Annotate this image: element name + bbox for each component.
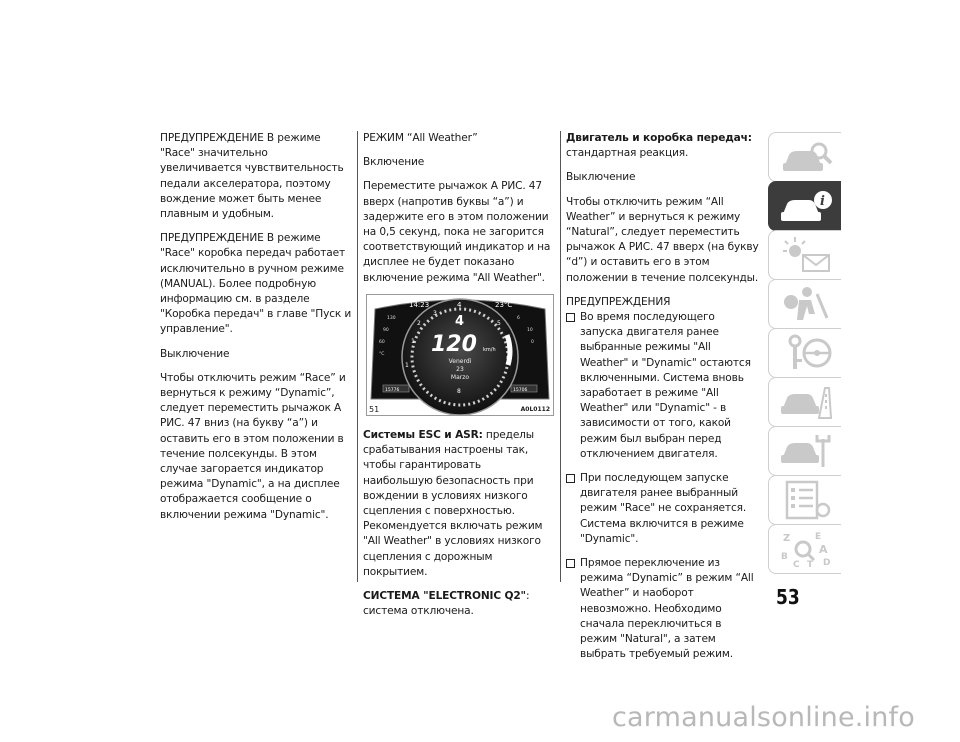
on-instructions: Переместите рычажок A РИС. 47 вверх (напротив буквы “a”) и задержите его в этом положении на 0,5 секунд, пока не загорится соответствующий индикатор и на дисплее не будет показано включение режима "All Weather". xyxy=(363,180,551,284)
cluster-tick: 5 xyxy=(497,320,501,327)
engine-gearbox-text: стандартная реакция. xyxy=(566,147,689,160)
cluster-tick: °C xyxy=(379,352,385,357)
list-item xyxy=(566,471,760,547)
cluster-tick: 6 xyxy=(517,316,520,321)
tab-index[interactable] xyxy=(768,524,841,574)
engine-gearbox-label: Двигатель и коробка передач: xyxy=(566,132,752,144)
text-column-2-lower xyxy=(363,428,553,628)
cluster-speed: 120 xyxy=(431,332,477,357)
tab-warning-lights[interactable] xyxy=(768,230,841,280)
index-letter: C xyxy=(793,560,800,569)
cluster-tick: 3 xyxy=(433,310,437,317)
esc-asr-text: пределы срабатывания настроены так, чтобы гарантировать наибольшую безопасность при вождении в условиях низкого сцепления с поверхностью. Рекомендуется включать режим "All Weather" в условиях низкого сцепления с дорожным покрытием. xyxy=(363,429,543,578)
car-road-warning-icon xyxy=(779,382,835,422)
race-gearbox-warning: ПРЕДУПРЕЖДЕНИЕ В режиме "Race" коробка передач работает исключительно в ручном режиме (MANUAL). Более подробную информацию см. в разделе "Коробка передач" в главе "Пуск и управление". xyxy=(160,232,352,336)
on-heading: Включение xyxy=(363,156,425,169)
checkbox-bullet-icon xyxy=(566,313,575,322)
tab-starting-driving[interactable] xyxy=(768,328,841,378)
list-item xyxy=(566,556,760,662)
car-search-icon xyxy=(779,137,835,177)
cluster-speed-unit: km/h xyxy=(483,347,496,353)
esc-asr-paragraph xyxy=(363,428,553,580)
list-item xyxy=(566,310,760,462)
watermark: carmanualsonline.info xyxy=(612,702,915,733)
checkbox-bullet-icon xyxy=(566,559,575,568)
index-letter: A xyxy=(819,543,828,556)
cluster-day: Venerdì xyxy=(448,358,472,365)
index-letter: Z xyxy=(783,533,791,544)
cluster-gear: 4 xyxy=(455,314,465,329)
index-letter: T xyxy=(807,560,814,569)
cluster-tick: 1 xyxy=(405,362,409,369)
list-item-text: Во время последующего запуска двигателя ранее выбранные режимы "All Weather" и "Dynamic" остаются включенными. Система вновь заработает в режиме "All Weather" или "Dynamic" - в зависимости от того, какой режим был выбран перед отключением двигателя. xyxy=(580,311,751,460)
off-instructions: Чтобы отключить режим “All Weather” и вернуться к режиму “Natural”, следует переместить рычажок A РИС. 47 вверх (на букву “d”) и оставить его в этом положении в течение полсекунды. xyxy=(566,195,759,284)
cluster-temp: 23°C xyxy=(495,301,513,309)
figure-instrument-cluster xyxy=(366,294,554,416)
off-heading: Выключение xyxy=(566,171,636,184)
alphabet-search-icon xyxy=(779,529,835,569)
cluster-time: 14:23 xyxy=(409,301,430,309)
cluster-tick: 10 xyxy=(527,328,533,333)
off-instructions: Чтобы отключить режим “Race” и вернуться к режиму “Dynamic”, следует переместить рычажок A РИС. 47 вниз (на букву “a”) и оставить его в этом положении в течение полсекунды. В этом случае загорается индикатор режима "Dynamic", а на дисплее отображается сообщение о включении режима "Dynamic". xyxy=(160,371,346,521)
page-number: 53 xyxy=(776,585,800,609)
electronic-q2-label: СИСТЕМА "ELECTRONIC Q2" xyxy=(363,590,526,603)
steering-wheel-key-icon xyxy=(779,333,835,373)
cluster-odometer-right: 15706 xyxy=(513,388,528,393)
figure-number: 51 xyxy=(369,405,380,414)
list-item-text: Прямое переключение из режима “Dynamic” в режим “All Weather” и наоборот невозможно. Необходимо сначала переключиться в режим "Natural", а затем выбрать требуемый режим. xyxy=(580,557,754,661)
electronic-q2-paragraph xyxy=(363,589,553,619)
column-divider-2 xyxy=(560,131,561,582)
car-wrench-icon xyxy=(779,431,835,471)
warnings-heading: ПРЕДУПРЕЖДЕНИЯ xyxy=(566,295,671,308)
cluster-top-tick: 4 xyxy=(457,301,462,309)
checkbox-bullet-icon xyxy=(566,474,575,483)
off-heading: Выключение xyxy=(160,347,230,360)
tab-maintenance[interactable] xyxy=(768,426,841,476)
cluster-date: 23 xyxy=(456,366,464,373)
cluster-bottom-tick: 8 xyxy=(457,388,461,395)
tab-technical-data[interactable] xyxy=(768,475,841,525)
person-airbag-icon xyxy=(779,284,835,324)
cluster-tick: 90 xyxy=(383,328,389,333)
text-column-2 xyxy=(363,131,553,295)
text-column-1 xyxy=(160,131,352,532)
cluster-odometer-left: 15776 xyxy=(385,388,400,393)
cluster-tick: 2 xyxy=(417,320,421,327)
esc-asr-label: Системы ESC и ASR: xyxy=(363,429,483,441)
index-letter: B xyxy=(781,552,788,562)
cluster-tick: 130 xyxy=(387,316,396,321)
svg-text:i: i xyxy=(820,194,825,209)
column-divider-1 xyxy=(357,131,358,582)
warning-light-envelope-icon xyxy=(779,235,835,275)
checklist-icon xyxy=(779,480,835,520)
index-letter: D xyxy=(823,558,831,568)
index-letter: E xyxy=(815,532,822,542)
cluster-tick: 0 xyxy=(531,340,534,345)
race-pedal-warning: ПРЕДУПРЕЖДЕНИЕ В режиме "Race" значительно увеличивается чувствительность педали акселератора, поэтому вождение может быть менее плавным и удобным. xyxy=(160,132,344,221)
cluster-illustration xyxy=(367,295,553,415)
tab-car-search[interactable] xyxy=(768,132,841,182)
cluster-month: Marzo xyxy=(450,374,470,381)
figure-code: A0L0112 xyxy=(520,406,550,413)
tab-safety[interactable] xyxy=(768,279,841,329)
text-column-3 xyxy=(566,131,760,672)
cluster-tick: 1 xyxy=(411,338,415,345)
tab-car-info[interactable] xyxy=(768,181,841,231)
cluster-tick: 60 xyxy=(379,340,385,345)
engine-gearbox-paragraph xyxy=(566,131,760,161)
electronic-q2-text: : система отключена. xyxy=(363,590,530,618)
list-item-text: При последующем запуске двигателя ранее выбранный режим "Race" не сохраняется. Система включится в режиме "Dynamic". xyxy=(580,472,747,545)
car-info-icon xyxy=(779,186,835,226)
tab-emergency[interactable] xyxy=(768,377,841,427)
all-weather-title: РЕЖИМ “All Weather” xyxy=(363,132,478,144)
